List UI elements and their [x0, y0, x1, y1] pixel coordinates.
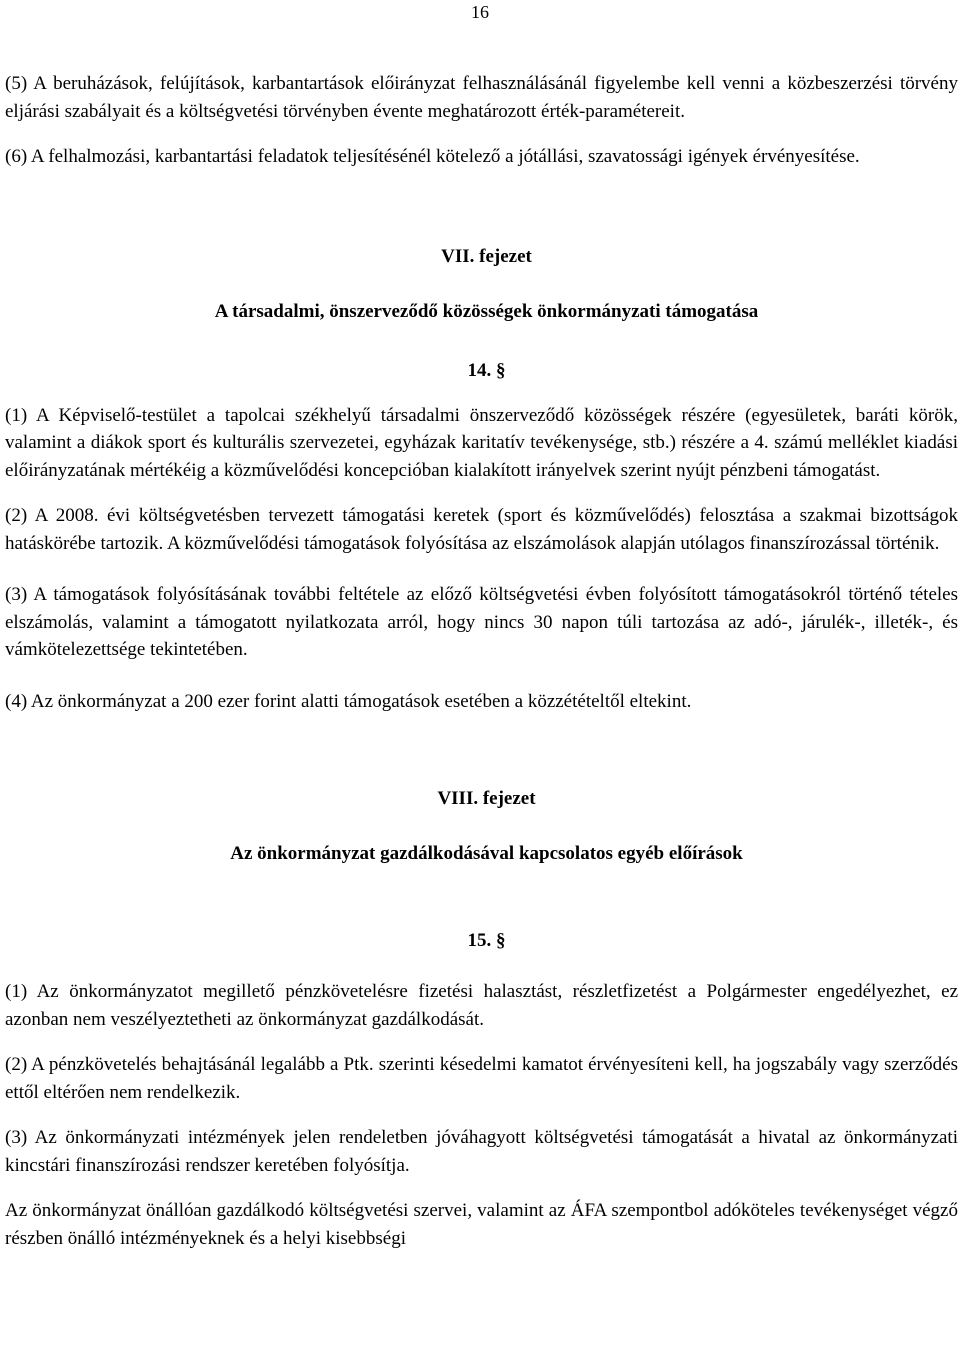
section-15-paragraph-2: (2) A pénzkövetelés behajtásánál legalább a Ptk. szerinti késedelmi kamatot érvényesíteni kell, ha jogszabály vagy szerződés ettől eltérően nem rendelkezik. [5, 1054, 958, 1103]
paragraph-6: (6) A felhalmozási, karbantartási feladatok teljesítésénél kötelező a jótállási, szavatossági igények érvényesítése. [5, 146, 860, 167]
chapter-8-heading: VIII. fejezet [437, 788, 536, 809]
document-body [5, 70, 958, 1252]
section-15-heading: 15. § [467, 930, 506, 951]
section-15-paragraph-1: (1) Az önkormányzatot megillető pénzkövetelésre fizetési halasztást, részletfizetést a Polgármester engedélyezhet, ez azonban nem veszélyeztetheti az önkormányzat gazdálkodását. [5, 981, 958, 1030]
chapter-8-title: Az önkormányzat gazdálkodásával kapcsolatos egyéb előírások [230, 843, 743, 864]
chapter-7-title: A társadalmi, önszerveződő közösségek önkormányzati támogatása [214, 300, 759, 322]
section-14-paragraph-3: (3) A támogatások folyósításának további feltétele az előző költségvetési évben folyósított támogatásokról történő tételes elszámolás, valamint a támogatott nyilatkozata arról, hogy nincs 30 napon túli tartozása az adó-, járulék-, illeték-, és vámkötelezettsége tekintetében. [5, 584, 958, 660]
page-number: 16 [471, 2, 489, 22]
section-14-paragraph-2: (2) A 2008. évi költségvetésben tervezett támogatási keretek (sport és közművelődés) felosztása a szakmai bizottságok hatáskörébe tartozik. A közművelődési támogatások folyósítása az elszámolások alapján utólagos finanszírozással történik. [5, 505, 958, 554]
paragraph-5: (5) A beruházások, felújítások, karbantartások előirányzat felhasználásánál figyelembe kell venni a közbeszerzési törvény eljárási szabályait és a költségvetési törvényben évente meghatározott érték-paramétereit. [5, 73, 958, 122]
section-15-paragraph-4: Az önkormányzat önállóan gazdálkodó költségvetési szervei, valamint az ÁFA szempontbol adóköteles tevékenységet végző részben önálló intézményeknek és a helyi kisebbségi [5, 1200, 958, 1249]
section-14-paragraph-4: (4) Az önkormányzat a 200 ezer forint alatti támogatások esetében a közzétételtől eltekint. [5, 690, 692, 712]
section-14-heading: 14. § [467, 359, 506, 381]
chapter-7-heading: VII. fejezet [441, 245, 532, 267]
section-15-paragraph-3: (3) Az önkormányzati intézmények jelen rendeletben jóváhagyott költségvetési támogatását a hivatal az önkormányzati kincstári finanszírozási rendszer keretében folyósítja. [5, 1127, 958, 1176]
section-14-paragraph-1: (1) A Képviselő-testület a tapolcai székhelyű társadalmi önszerveződő közösségek részére (egyesületek, baráti körök, valamint a diákok sport és kulturális szervezetei, egyházak karitatív tevékenysége, stb.) részére a 4. számú melléklet kiadási előirányzatának mértékéig a közművelődési koncepcióban kialakított irányelvek szerint nyújt pénzbeni támogatást. [5, 404, 958, 481]
